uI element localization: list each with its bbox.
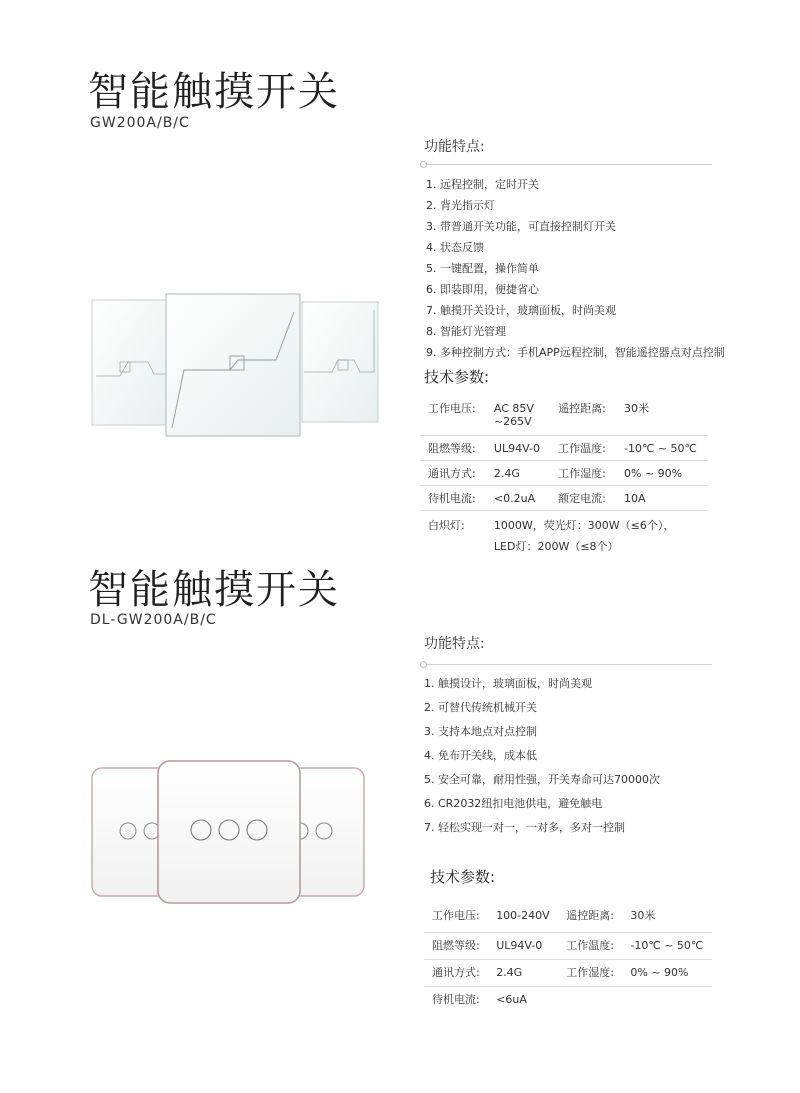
spec-label: 工作电压: xyxy=(424,905,488,932)
list-item: 8. 智能灯光管理 xyxy=(426,325,506,338)
specs-heading: 技术参数: xyxy=(424,368,490,386)
switch-panel-center xyxy=(166,294,300,436)
list-item: 2. 背光指示灯 xyxy=(426,199,495,212)
spec-label: 工作温度: xyxy=(558,932,622,959)
page-title: 智能触摸开关 xyxy=(88,69,340,115)
spec-label: 通讯方式: xyxy=(420,460,486,485)
spec-label: 工作温度: xyxy=(550,435,616,460)
spec-label: 工作湿度: xyxy=(558,959,622,986)
feature-list xyxy=(426,178,725,359)
list-item: 6. 即装即用，便捷省心 xyxy=(426,283,539,296)
specs-heading: 技术参数: xyxy=(430,868,496,886)
list-item: 3. 支持本地点对点控制 xyxy=(424,725,537,738)
features-heading: 功能特点: xyxy=(424,139,485,155)
list-item: 3. 带普通开关功能，可直接控制灯开关 xyxy=(426,220,616,233)
spec-value: 0% ~ 90% xyxy=(616,460,708,485)
spec-value: 100-240V xyxy=(488,905,558,932)
spec-value: 0% ~ 90% xyxy=(622,959,712,986)
spec-value-line: ~265V xyxy=(493,415,532,428)
table-row xyxy=(424,959,712,986)
table-row xyxy=(424,986,712,1013)
table-row xyxy=(420,510,708,553)
spec-value xyxy=(486,510,708,553)
spec-label: 待机电流: xyxy=(432,992,480,1006)
table-row xyxy=(420,402,708,435)
spec-value: UL94V-0 xyxy=(486,435,550,460)
spec-table xyxy=(420,402,708,553)
spec-label: 额定电流: xyxy=(550,485,616,510)
switch-panel-right xyxy=(302,302,378,422)
table-row xyxy=(424,905,712,932)
spec-value-line: LED灯：200W（≤8个） xyxy=(493,539,619,553)
list-item: 1. 远程控制，定时开关 xyxy=(426,178,539,191)
spec-value: 10A xyxy=(616,485,708,510)
spec-value: 2.4G xyxy=(486,460,550,485)
list-item: 4. 免布开关线，成本低 xyxy=(424,749,537,762)
spec-label: 白炽灯: xyxy=(428,518,465,532)
table-row xyxy=(420,435,708,460)
spec-value: -10℃ ~ 50℃ xyxy=(616,435,708,460)
divider xyxy=(424,164,712,165)
spec-value: 30米 xyxy=(616,402,708,435)
spec-value: -10℃ ~ 50℃ xyxy=(622,932,712,959)
spec-label: 待机电流: xyxy=(420,485,486,510)
list-item: 7. 触摸开关设计，玻璃面板，时尚美观 xyxy=(426,304,616,317)
spec-label: 阻燃等级: xyxy=(420,435,486,460)
spec-value-line: 1000W，荧光灯：300W（≤6个）， xyxy=(493,518,675,532)
divider xyxy=(424,664,712,665)
feature-list xyxy=(424,677,660,834)
spec-label: 工作湿度: xyxy=(550,460,616,485)
features-heading: 功能特点: xyxy=(424,636,485,652)
list-item: 9. 多种控制方式：手机APP远程控制，智能遥控器点对点控制 xyxy=(426,346,725,359)
spec-value: <0.2uA xyxy=(486,485,550,510)
list-item: 7. 轻松实现一对一，一对多，多对一控制 xyxy=(424,821,625,834)
spec-value-line: AC 85V xyxy=(493,402,534,415)
switch-panel-left xyxy=(92,300,172,425)
spec-label: 遥控距离: xyxy=(558,905,622,932)
spec-value: <6uA xyxy=(496,992,527,1006)
table-row xyxy=(420,460,708,485)
product-image-round-switches xyxy=(88,758,368,908)
spec-label: 阻燃等级: xyxy=(424,932,488,959)
spec-label: 遥控距离: xyxy=(550,402,616,435)
list-item: 6. CR2032纽扣电池供电，避免触电 xyxy=(424,797,603,810)
list-item: 2. 可替代传统机械开关 xyxy=(424,701,537,714)
spec-value xyxy=(486,402,550,435)
spec-table xyxy=(424,905,712,1013)
model-number: DL-GW200A/B/C xyxy=(90,612,217,628)
page-title: 智能触摸开关 xyxy=(88,567,340,613)
list-item: 1. 触摸设计，玻璃面板，时尚美观 xyxy=(424,677,592,690)
list-item: 5. 一键配置，操作简单 xyxy=(426,262,539,275)
list-item: 4. 状态反馈 xyxy=(426,241,484,254)
model-number: GW200A/B/C xyxy=(90,115,190,131)
list-item: 5. 安全可靠，耐用性强，开关寿命可达70000次 xyxy=(424,773,660,786)
spec-label xyxy=(558,986,622,1013)
switch-panel-center xyxy=(158,761,300,903)
product-image-glass-switches xyxy=(90,290,390,440)
table-row xyxy=(420,485,708,510)
spec-label: 通讯方式: xyxy=(424,959,488,986)
spec-value: 2.4G xyxy=(488,959,558,986)
spec-value xyxy=(622,986,712,1013)
spec-value: UL94V-0 xyxy=(488,932,558,959)
spec-value: 30米 xyxy=(622,905,712,932)
table-row xyxy=(424,932,712,959)
spec-label: 工作电压: xyxy=(420,402,486,435)
